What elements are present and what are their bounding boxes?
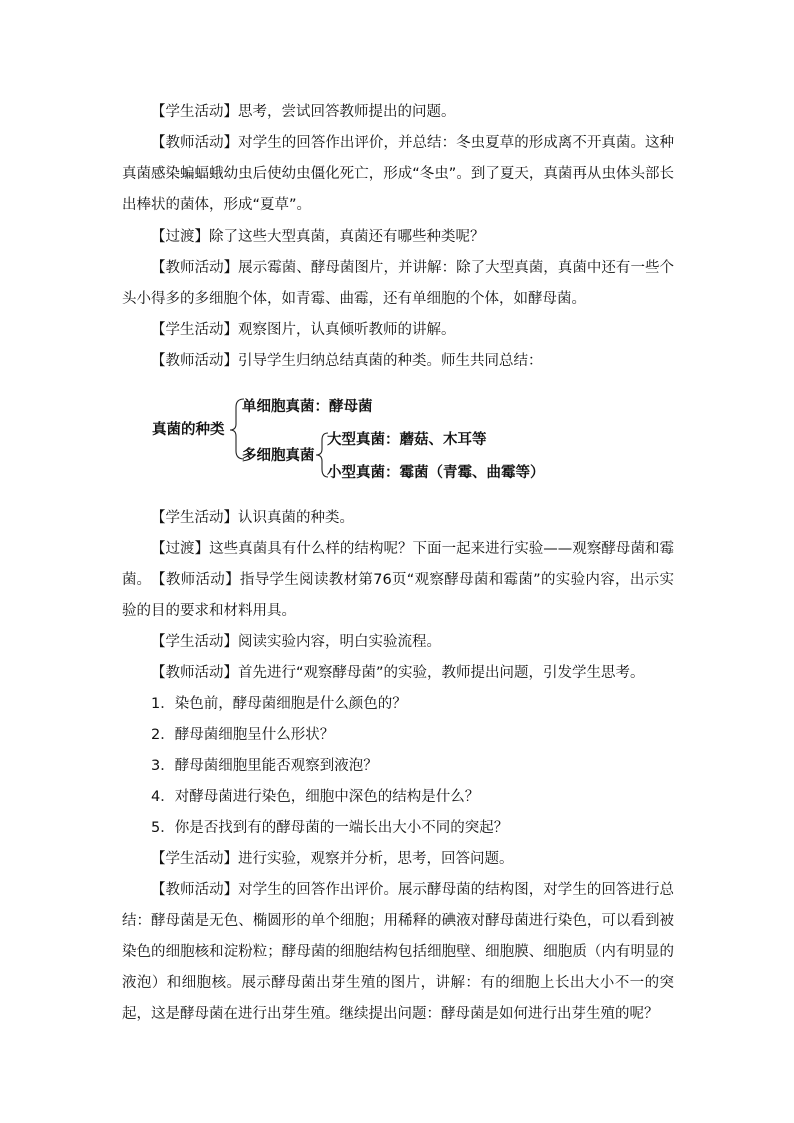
tree-root: 真菌的种类 bbox=[152, 421, 225, 438]
paragraph-transition-structure: 【过渡】这些真菌具有什么样的结构呢？下面一起来进行实验——观察酵母菌和霉菌。 bbox=[122, 541, 674, 588]
question-1: 1．染色前，酵母菌细胞是什么颜色的？ bbox=[151, 696, 407, 712]
paragraph-transition-types: 【过渡】除了这些大型真菌，真菌还有哪些种类呢？ bbox=[151, 229, 485, 245]
paragraph-teacher-guide-reading: 【教师活动】指导学生阅读教材第76页“观察酵母菌和霉菌”的实验内容，出示实验的目的要求和材料用具。 bbox=[122, 572, 674, 619]
tree-multi-cell: 多细胞真菌 bbox=[242, 447, 315, 464]
paragraph-student-read: 【学生活动】阅读实验内容，明白实验流程。 bbox=[151, 634, 441, 650]
paragraph-teacher-cordyceps: 【教师活动】对学生的回答作出评价，并总结：冬虫夏草的形成离不开真菌。这种真菌感染蝙蝠蛾幼虫后使幼虫僵化死亡，形成“冬虫”。到了夏天，真菌再从虫体头部长出棒状的菌体，形成“夏草”。 bbox=[122, 135, 674, 213]
tree-small-fungi: 小型真菌：霉菌（青霉、曲霉等） bbox=[327, 464, 545, 481]
paragraph-teacher-yeast-experiment: 【教师活动】首先进行“观察酵母菌”的实验，教师提出问题，引发学生思考。 bbox=[151, 665, 645, 681]
paragraph-student-experiment: 【学生活动】进行实验，观察并分析，思考，回答问题。 bbox=[151, 851, 514, 867]
tree-large-fungi: 大型真菌：蘑菇、木耳等 bbox=[327, 431, 487, 448]
tree-single-cell: 单细胞真菌：酵母菌 bbox=[242, 398, 373, 415]
question-2: 2．酵母菌细胞呈什么形状？ bbox=[151, 727, 335, 743]
fungi-classification-tree bbox=[152, 393, 572, 493]
question-5: 5．你是否找到有的酵母菌的一端长出大小不同的突起？ bbox=[151, 820, 509, 836]
paragraph-student-observe: 【学生活动】观察图片，认真倾听教师的讲解。 bbox=[151, 322, 456, 338]
paragraph-teacher-summary: 【教师活动】引导学生归纳总结真菌的种类。师生共同总结： bbox=[151, 353, 543, 369]
paragraph-student-recognize: 【学生活动】认识真菌的种类。 bbox=[151, 510, 354, 526]
question-3: 3．酵母菌细胞里能否观察到液泡？ bbox=[151, 758, 378, 774]
paragraph-teacher-mold-yeast: 【教师活动】展示霉菌、酵母菌图片，并讲解：除了大型真菌，真菌中还有一些个头小得多的多细胞个体，如青霉、曲霉，还有单细胞的个体，如酵母菌。 bbox=[122, 260, 674, 307]
question-4: 4．对酵母菌进行染色，细胞中深色的结构是什么？ bbox=[151, 789, 480, 805]
paragraph-teacher-yeast-summary: 【教师活动】对学生的回答作出评价。展示酵母菌的结构图，对学生的回答进行总结：酵母菌是无色、椭圆形的单个细胞；用稀释的碘液对酵母菌进行染色，可以看到被染色的细胞核和淀粉粒；酵母菌的细胞结构包括细胞壁、细胞膜、细胞质（内有明显的液泡）和细胞核。展示酵母菌出芽生殖的图片，讲解：有的细胞上长出大小不一的突起，这是酵母菌在进行出芽生殖。继续提出问题：酵母菌是如何进行出芽生殖的呢？ bbox=[122, 882, 674, 1022]
paragraph-student-think: 【学生活动】思考，尝试回答教师提出的问题。 bbox=[151, 104, 456, 120]
